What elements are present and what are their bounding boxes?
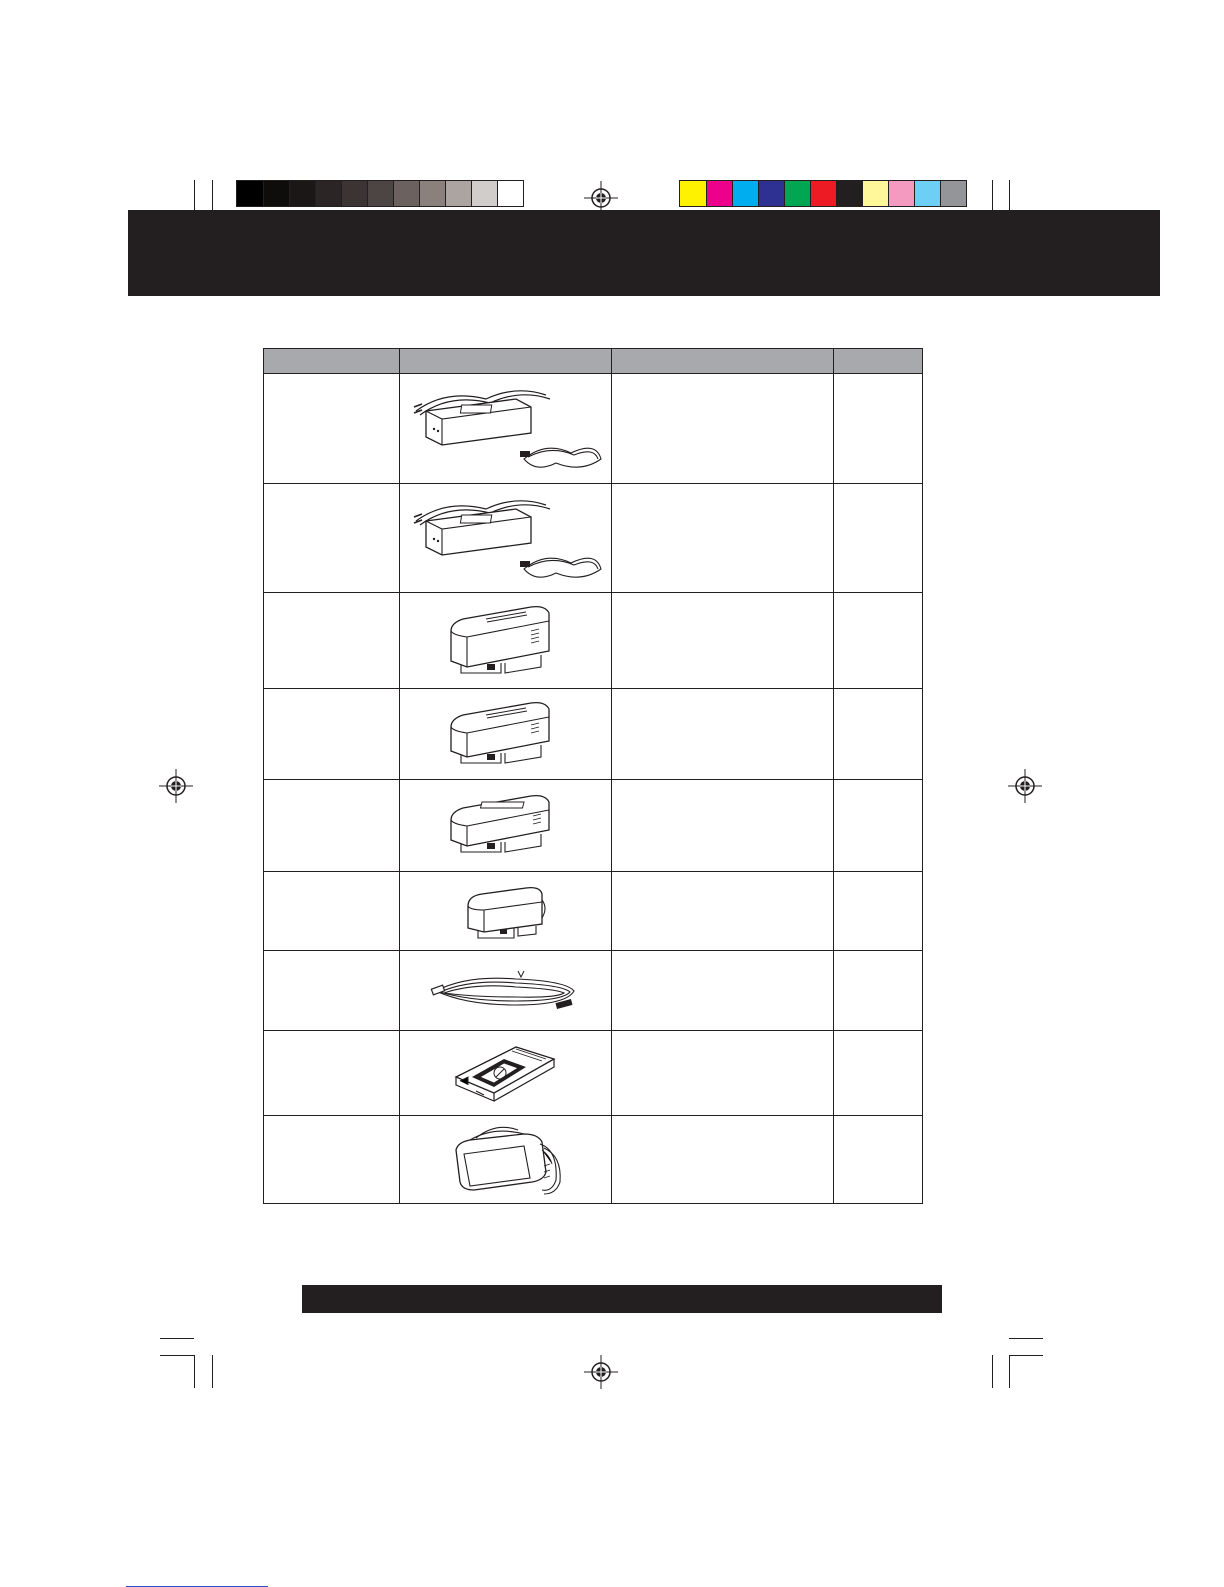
cell-illustration — [400, 374, 612, 484]
cell-empty — [612, 780, 834, 872]
cable-icon — [426, 961, 586, 1021]
color-swatch — [784, 181, 810, 206]
column-header — [834, 349, 923, 374]
cell-empty — [834, 1116, 923, 1204]
cell-empty — [834, 872, 923, 951]
cassette-adaptor-icon — [446, 1037, 566, 1109]
cell-empty — [834, 374, 923, 484]
color-swatch — [940, 181, 966, 206]
column-header — [400, 349, 612, 374]
cell-illustration — [400, 689, 612, 780]
battery-pack-icon — [441, 697, 571, 772]
color-swatch — [680, 181, 706, 206]
color-swatch — [810, 181, 836, 206]
cell-empty — [264, 593, 400, 689]
cell-illustration — [400, 872, 612, 951]
table-row — [264, 1031, 923, 1116]
cell-empty — [264, 1031, 400, 1116]
cell-empty — [834, 780, 923, 872]
cell-empty — [264, 689, 400, 780]
color-swatch — [914, 181, 940, 206]
color-swatch — [732, 181, 758, 206]
registration-mark-left — [159, 769, 193, 803]
gray-swatch — [445, 181, 471, 206]
cell-empty — [834, 689, 923, 780]
cell-empty — [264, 780, 400, 872]
cell-empty — [612, 951, 834, 1031]
table-row — [264, 484, 923, 593]
gray-swatch — [315, 181, 341, 206]
color-swatch — [862, 181, 888, 206]
grayscale-calibration-strip — [236, 180, 524, 207]
cell-empty — [612, 484, 834, 593]
cell-empty — [612, 593, 834, 689]
cell-empty — [834, 484, 923, 593]
cell-empty — [834, 951, 923, 1031]
table-row — [264, 951, 923, 1031]
table-header-row — [264, 349, 923, 374]
battery-pack-icon — [441, 790, 571, 862]
cell-empty — [612, 1116, 834, 1204]
gray-swatch — [471, 181, 497, 206]
cell-illustration — [400, 484, 612, 593]
table-row — [264, 374, 923, 484]
table-row — [264, 1116, 923, 1204]
footer-bar — [302, 1285, 942, 1313]
accessories-table — [263, 348, 923, 1204]
column-header — [612, 349, 834, 374]
color-swatch — [836, 181, 862, 206]
gray-swatch — [419, 181, 445, 206]
gray-swatch — [237, 181, 263, 206]
cell-empty — [834, 1031, 923, 1116]
table-row — [264, 593, 923, 689]
cell-illustration — [400, 593, 612, 689]
column-header — [264, 349, 400, 374]
cell-empty — [264, 484, 400, 593]
registration-mark-bottom — [584, 1355, 618, 1389]
ac-adaptor-icon — [406, 491, 606, 586]
gray-swatch — [393, 181, 419, 206]
registration-mark-top — [584, 181, 618, 215]
cell-illustration — [400, 1031, 612, 1116]
color-calibration-strip — [679, 180, 967, 207]
ac-adaptor-icon — [406, 381, 606, 476]
cell-illustration — [400, 780, 612, 872]
color-swatch — [758, 181, 784, 206]
gray-swatch — [289, 181, 315, 206]
cell-empty — [264, 1116, 400, 1204]
carrying-bag-icon — [446, 1120, 566, 1200]
gray-swatch — [367, 181, 393, 206]
cell-empty — [612, 872, 834, 951]
battery-pack-icon — [456, 878, 556, 944]
battery-pack-icon — [441, 601, 571, 681]
cell-illustration — [400, 1116, 612, 1204]
color-swatch — [888, 181, 914, 206]
cell-illustration — [400, 951, 612, 1031]
cell-empty — [264, 951, 400, 1031]
cell-empty — [834, 593, 923, 689]
table-row — [264, 689, 923, 780]
registration-mark-right — [1008, 769, 1042, 803]
gray-swatch — [341, 181, 367, 206]
cell-empty — [612, 374, 834, 484]
gray-swatch — [497, 181, 523, 206]
color-swatch — [706, 181, 732, 206]
cell-empty — [264, 374, 400, 484]
title-bar — [128, 210, 1160, 296]
cell-empty — [264, 872, 400, 951]
table-row — [264, 872, 923, 951]
cell-empty — [612, 689, 834, 780]
gray-swatch — [263, 181, 289, 206]
table-row — [264, 780, 923, 872]
cell-empty — [612, 1031, 834, 1116]
